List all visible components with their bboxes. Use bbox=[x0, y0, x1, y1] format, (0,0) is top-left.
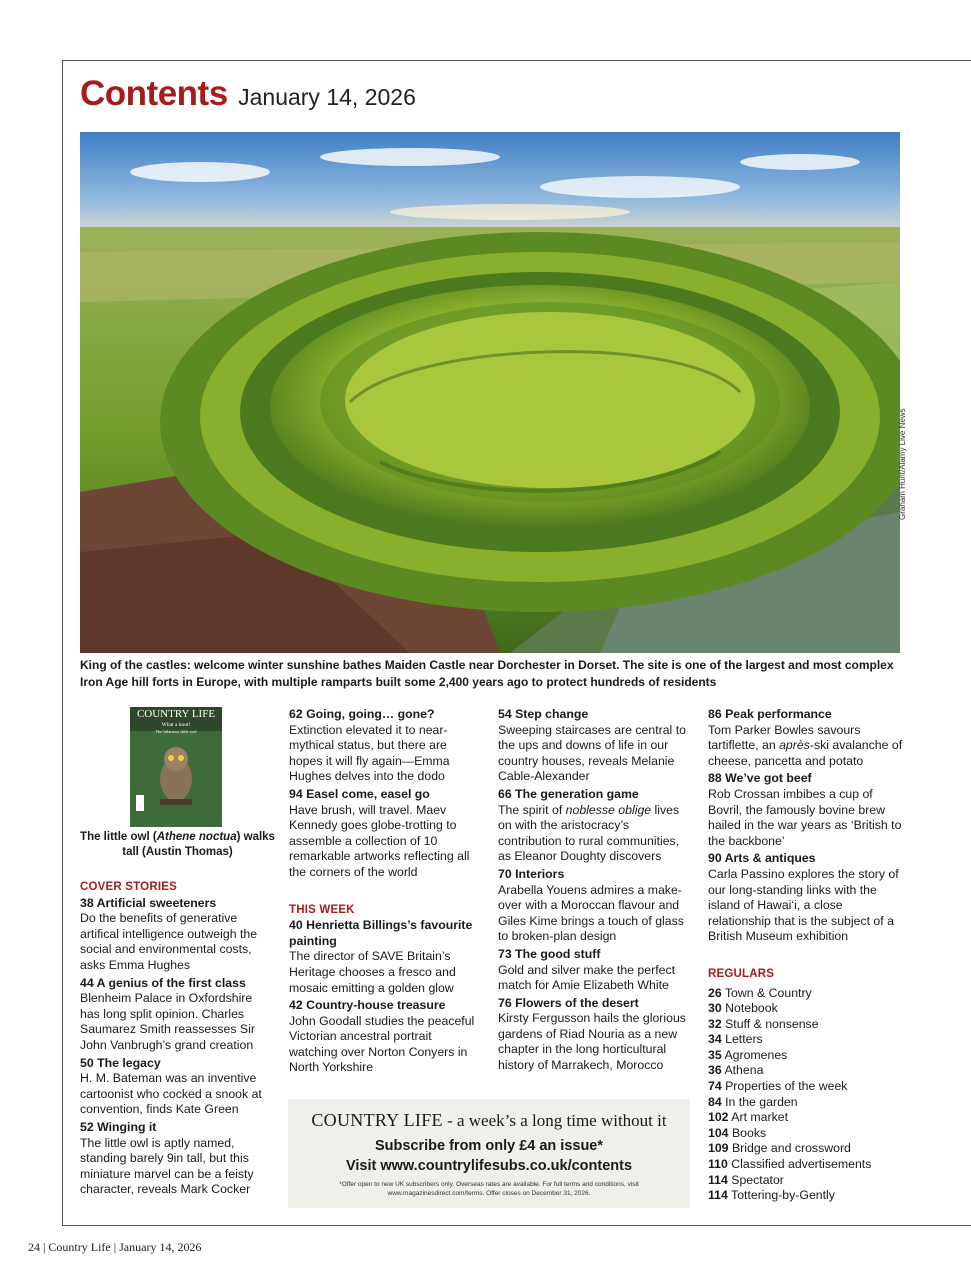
text-pre: Tom Parker Bowles savours tartiflette, an bbox=[708, 722, 861, 753]
toc-entry[interactable] bbox=[289, 918, 481, 996]
regular-item[interactable] bbox=[708, 1173, 908, 1189]
regular-page: 114 bbox=[708, 1188, 728, 1203]
toc-entry[interactable] bbox=[708, 707, 908, 769]
toc-entry[interactable] bbox=[80, 1056, 275, 1118]
cover-caption-pre: The little owl ( bbox=[80, 831, 157, 843]
toc-entry-title: 52 Winging it bbox=[80, 1119, 157, 1134]
regular-name: Agromenes bbox=[724, 1047, 788, 1062]
toc-entry-title: 40 Henrietta Billings’s favourite painting bbox=[289, 918, 473, 948]
toc-entry-title: 86 Peak performance bbox=[708, 707, 832, 721]
toc-entry-title: 66 The generation game bbox=[498, 786, 639, 801]
regular-item[interactable] bbox=[708, 1048, 908, 1064]
toc-entry-title: 90 Arts & antiques bbox=[708, 851, 816, 866]
toc-entry-title: 94 Easel come, easel go bbox=[289, 786, 430, 801]
regular-page: 35 bbox=[708, 1047, 722, 1062]
issue-date: January 14, 2026 bbox=[238, 84, 416, 110]
regular-item[interactable] bbox=[708, 1063, 908, 1079]
regular-name: Notebook bbox=[725, 1001, 778, 1016]
regular-page: 104 bbox=[708, 1125, 729, 1140]
column-four bbox=[708, 707, 908, 1204]
toc-entry-title: 54 Step change bbox=[498, 707, 589, 721]
subscribe-brand: COUNTRY LIFE bbox=[311, 1110, 443, 1130]
regular-item[interactable] bbox=[708, 1110, 908, 1126]
toc-entry[interactable] bbox=[80, 896, 275, 974]
column-three bbox=[498, 707, 693, 1076]
toc-entry-text: Have brush, will travel. Maev Kennedy goes globe-trotting to assemble a collection of 10 remarkable artworks reflecting all the corners of the world bbox=[289, 802, 470, 879]
regular-page: 26 bbox=[708, 985, 722, 1000]
toc-entry-text: Blenheim Palace in Oxfordshire has long split opinion. Charles Saumarez Smith reassesses Sir John Vanbrugh’s grand creation bbox=[80, 991, 255, 1052]
regular-item[interactable] bbox=[708, 1017, 908, 1033]
text-post: -ski avalanche of cheese, pancetta and potato bbox=[708, 738, 903, 768]
toc-entry-text: The director of SAVE Britain’s Heritage chooses a fresco and mosaic emitting a golden glow bbox=[289, 949, 456, 995]
maiden-castle-photo bbox=[80, 132, 900, 653]
toc-entry-title: 73 The good stuff bbox=[498, 946, 601, 961]
cover-caption bbox=[80, 830, 275, 860]
cover-line-2: The hilarious little owl bbox=[155, 729, 197, 734]
regular-page: 102 bbox=[708, 1110, 729, 1125]
regular-item[interactable] bbox=[708, 1032, 908, 1048]
subscribe-url[interactable]: Visit www.countrylifesubs.co.uk/contents bbox=[345, 1158, 633, 1174]
text-pre: The spirit of bbox=[498, 802, 566, 817]
regular-item[interactable] bbox=[708, 1141, 908, 1157]
regular-name: Classified advertisements bbox=[731, 1157, 872, 1172]
regular-page: 30 bbox=[708, 1001, 722, 1016]
regular-name: Books bbox=[731, 1125, 767, 1140]
toc-entry[interactable] bbox=[289, 787, 481, 881]
hero-photo bbox=[80, 132, 900, 653]
toc-entry-text: H. M. Bateman was an inventive cartoonist who cocked a snook at convention, finds Kate Green bbox=[80, 1071, 262, 1117]
toc-entry-text: Sweeping staircases are central to the ups and downs of life in our country houses, reveals Melanie Cable-Alexander bbox=[498, 722, 686, 784]
cover-caption-species: Athene noctua bbox=[156, 831, 237, 843]
regular-name: Letters bbox=[725, 1032, 763, 1047]
page-footer: 24 | Country Life | January 14, 2026 bbox=[28, 1240, 202, 1254]
regular-name: Town & Country bbox=[724, 985, 812, 1000]
toc-entry-title: 62 Going, going… gone? bbox=[289, 707, 435, 721]
section-this-week: THIS WEEK bbox=[289, 903, 355, 916]
column-cover-stories bbox=[80, 880, 275, 1200]
toc-entry-text: Arabella Youens admires a make-over with a Moroccan flavour and Giles Kime brings a touch of glass to broken-plan design bbox=[498, 882, 684, 944]
contents-heading: Contents bbox=[80, 74, 228, 113]
regular-page: 84 bbox=[708, 1094, 722, 1109]
magazine-cover bbox=[130, 707, 222, 827]
section-cover-stories: COVER STORIES bbox=[80, 881, 177, 893]
photo-credit: Graham Hunt/Alamy Live News bbox=[898, 408, 907, 520]
regular-name: In the garden bbox=[725, 1094, 798, 1109]
regular-item[interactable] bbox=[708, 1126, 908, 1142]
regular-name: Tottering-by-Gently bbox=[731, 1188, 835, 1203]
photo-caption: King of the castles: welcome winter sunshine bathes Maiden Castle near Dorchester in Dorset. The site is one of the largest and most complex Iron Age hill forts in Europe, with multiple ramparts built some 2,400 years ago to protect hundreds of residents bbox=[80, 658, 894, 689]
regular-item[interactable] bbox=[708, 1001, 908, 1017]
toc-entry-title: 42 Country-house treasure bbox=[289, 998, 446, 1013]
regular-page: 109 bbox=[708, 1141, 729, 1156]
section-regulars: REGULARS bbox=[708, 967, 775, 980]
regular-item[interactable] bbox=[708, 1157, 908, 1173]
regular-name: Art market bbox=[731, 1110, 788, 1125]
cover-masthead: COUNTRY LIFE bbox=[136, 708, 216, 720]
column-two bbox=[289, 707, 481, 1078]
regular-page: 74 bbox=[708, 1079, 722, 1094]
regulars-list bbox=[708, 986, 908, 1204]
regular-page: 32 bbox=[708, 1016, 722, 1031]
toc-entry-text bbox=[498, 803, 693, 865]
toc-entry[interactable] bbox=[289, 998, 481, 1076]
toc-entry-text: Kirsty Fergusson hails the glorious gardens of Riad Nouria as a new chapter in the long horticultural history of Marrakech, Morocco bbox=[498, 1011, 686, 1073]
toc-entry[interactable] bbox=[708, 771, 908, 849]
regular-page: 114 bbox=[708, 1172, 728, 1187]
regular-name: Spectator bbox=[731, 1172, 784, 1187]
toc-entry-title: 50 The legacy bbox=[80, 1055, 161, 1070]
subscribe-price: Subscribe from only £4 an issue* bbox=[374, 1138, 604, 1154]
regular-page: 36 bbox=[708, 1063, 722, 1078]
toc-entry-text: Gold and silver make the perfect match for Amie Elizabeth White bbox=[498, 962, 676, 993]
toc-entry-text: Rob Crossan imbibes a cup of Bovril, the famously bovine brew hailed in the war years as ‘British to the backbone’ bbox=[708, 786, 902, 848]
regular-name: Bridge and crossword bbox=[731, 1141, 851, 1156]
toc-entry-title: 76 Flowers of the desert bbox=[498, 995, 639, 1010]
regular-item[interactable] bbox=[708, 1188, 908, 1204]
toc-entry-text: Carla Passino explores the story of our long-standing links with the island of Hawai‘i, a close relationship that is the subject of a British Museum exhibition bbox=[708, 866, 899, 944]
subscribe-terms: *Offer open to new UK subscribers only. Overseas rates are available. For full terms and conditions, visit www.magazinesdirect.com/terms. Offer closes on December 31, 2026. bbox=[339, 1181, 639, 1197]
subscribe-tagline: - a week’s a long time without it bbox=[442, 1111, 667, 1130]
toc-entry-text bbox=[708, 723, 908, 770]
toc-entry[interactable] bbox=[498, 707, 693, 785]
toc-entry[interactable] bbox=[498, 996, 693, 1074]
toc-entry-title: 70 Interiors bbox=[498, 866, 565, 881]
regular-page: 110 bbox=[708, 1157, 728, 1172]
regular-item[interactable] bbox=[708, 1079, 908, 1095]
regular-name: Stuff & nonsense bbox=[725, 1016, 819, 1031]
regular-name: Properties of the week bbox=[725, 1079, 848, 1094]
regular-item[interactable] bbox=[708, 1095, 908, 1111]
toc-entry[interactable] bbox=[80, 1120, 275, 1198]
text-post: lives on with the aristocracy’s contribution to rural communities, as Eleanor Doughty discovers bbox=[498, 802, 680, 864]
cover-caption-post: ) walks tall (Austin Thomas) bbox=[122, 831, 275, 858]
regular-item[interactable] bbox=[708, 986, 908, 1002]
text-italic: noblesse oblige bbox=[565, 802, 652, 817]
toc-entry-title: 44 A genius of the first class bbox=[80, 975, 246, 990]
regular-page: 34 bbox=[708, 1032, 722, 1047]
subscribe-box[interactable] bbox=[288, 1099, 690, 1208]
toc-entry-text: The little owl is aptly named, standing barely 9in tall, but this miniature marvel can be a feisty character, reveals Mark Cocker bbox=[80, 1135, 254, 1197]
subscribe-headline bbox=[288, 1109, 690, 1132]
text-italic: après bbox=[779, 738, 810, 753]
toc-entry[interactable] bbox=[498, 787, 693, 865]
toc-entry-text: Do the benefits of generative artifical intelligence outweigh the social and environmental costs, asks Emma Hughes bbox=[80, 911, 258, 972]
toc-entry[interactable] bbox=[498, 867, 693, 945]
toc-entry-title: 38 Artificial sweeteners bbox=[80, 895, 217, 910]
toc-entry[interactable] bbox=[289, 707, 481, 785]
cover-line-1: What a hoot! bbox=[161, 722, 191, 728]
regular-name: Athena bbox=[724, 1063, 764, 1078]
toc-entry-text: Extinction elevated it to near-mythical status, but there are hopes it will fly again—Emma Hughes delves into the dodo bbox=[289, 722, 450, 784]
page-title bbox=[80, 74, 416, 114]
toc-entry[interactable] bbox=[708, 851, 908, 945]
toc-entry[interactable] bbox=[80, 976, 275, 1054]
toc-entry-title: 88 We’ve got beef bbox=[708, 771, 812, 786]
toc-entry[interactable] bbox=[498, 947, 693, 994]
toc-entry-text: John Goodall studies the peaceful Victorian ancestral portrait watching over Norton Conyers in North Yorkshire bbox=[289, 1013, 475, 1075]
